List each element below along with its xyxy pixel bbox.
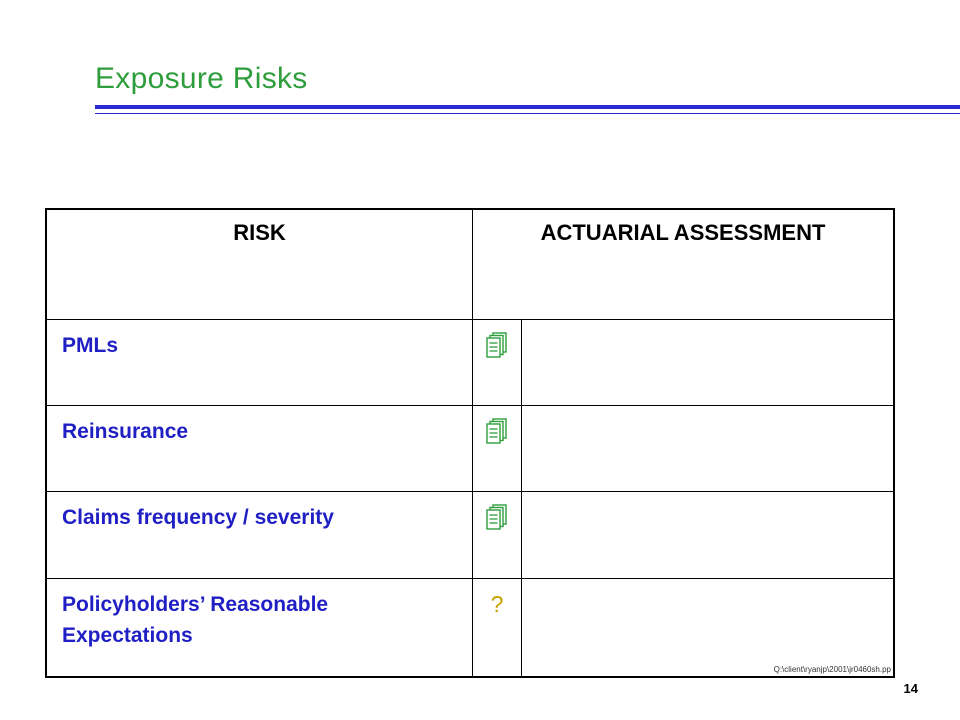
assessment-cell: [522, 319, 895, 405]
table-row: [46, 578, 894, 677]
table-row: [46, 319, 894, 405]
checklist-icon: [486, 332, 508, 363]
table-header-row: [46, 209, 894, 319]
mark-cell: [473, 492, 522, 578]
assessment-cell: [522, 406, 895, 492]
risk-label: Claims frequency / severity: [46, 492, 473, 578]
risk-label: PMLs: [46, 319, 473, 405]
header-risk: RISK: [46, 209, 473, 319]
question-mark: ?: [490, 590, 504, 617]
table-row: [46, 406, 894, 492]
assessment-cell: [522, 578, 895, 677]
slide-title: Exposure Risks: [95, 62, 308, 95]
header-actuarial-assessment: ACTUARIAL ASSESSMENT: [473, 209, 895, 319]
title-rule-thick: [95, 105, 960, 109]
assessment-cell: [522, 492, 895, 578]
risk-label: Policyholders’ Reasonable Expectations: [46, 578, 473, 677]
title-rule-thin: [95, 113, 960, 114]
file-reference: Q:\client\ryanjp\2001\jr0460sh.pp: [773, 665, 891, 674]
checklist-icon: [486, 504, 508, 535]
table-row: [46, 492, 894, 578]
mark-cell: [473, 578, 522, 677]
page-number: 14: [903, 681, 918, 696]
mark-cell: [473, 406, 522, 492]
risk-label: Reinsurance: [46, 406, 473, 492]
mark-cell: [473, 319, 522, 405]
checklist-icon: [486, 418, 508, 449]
risk-table: [45, 208, 895, 678]
